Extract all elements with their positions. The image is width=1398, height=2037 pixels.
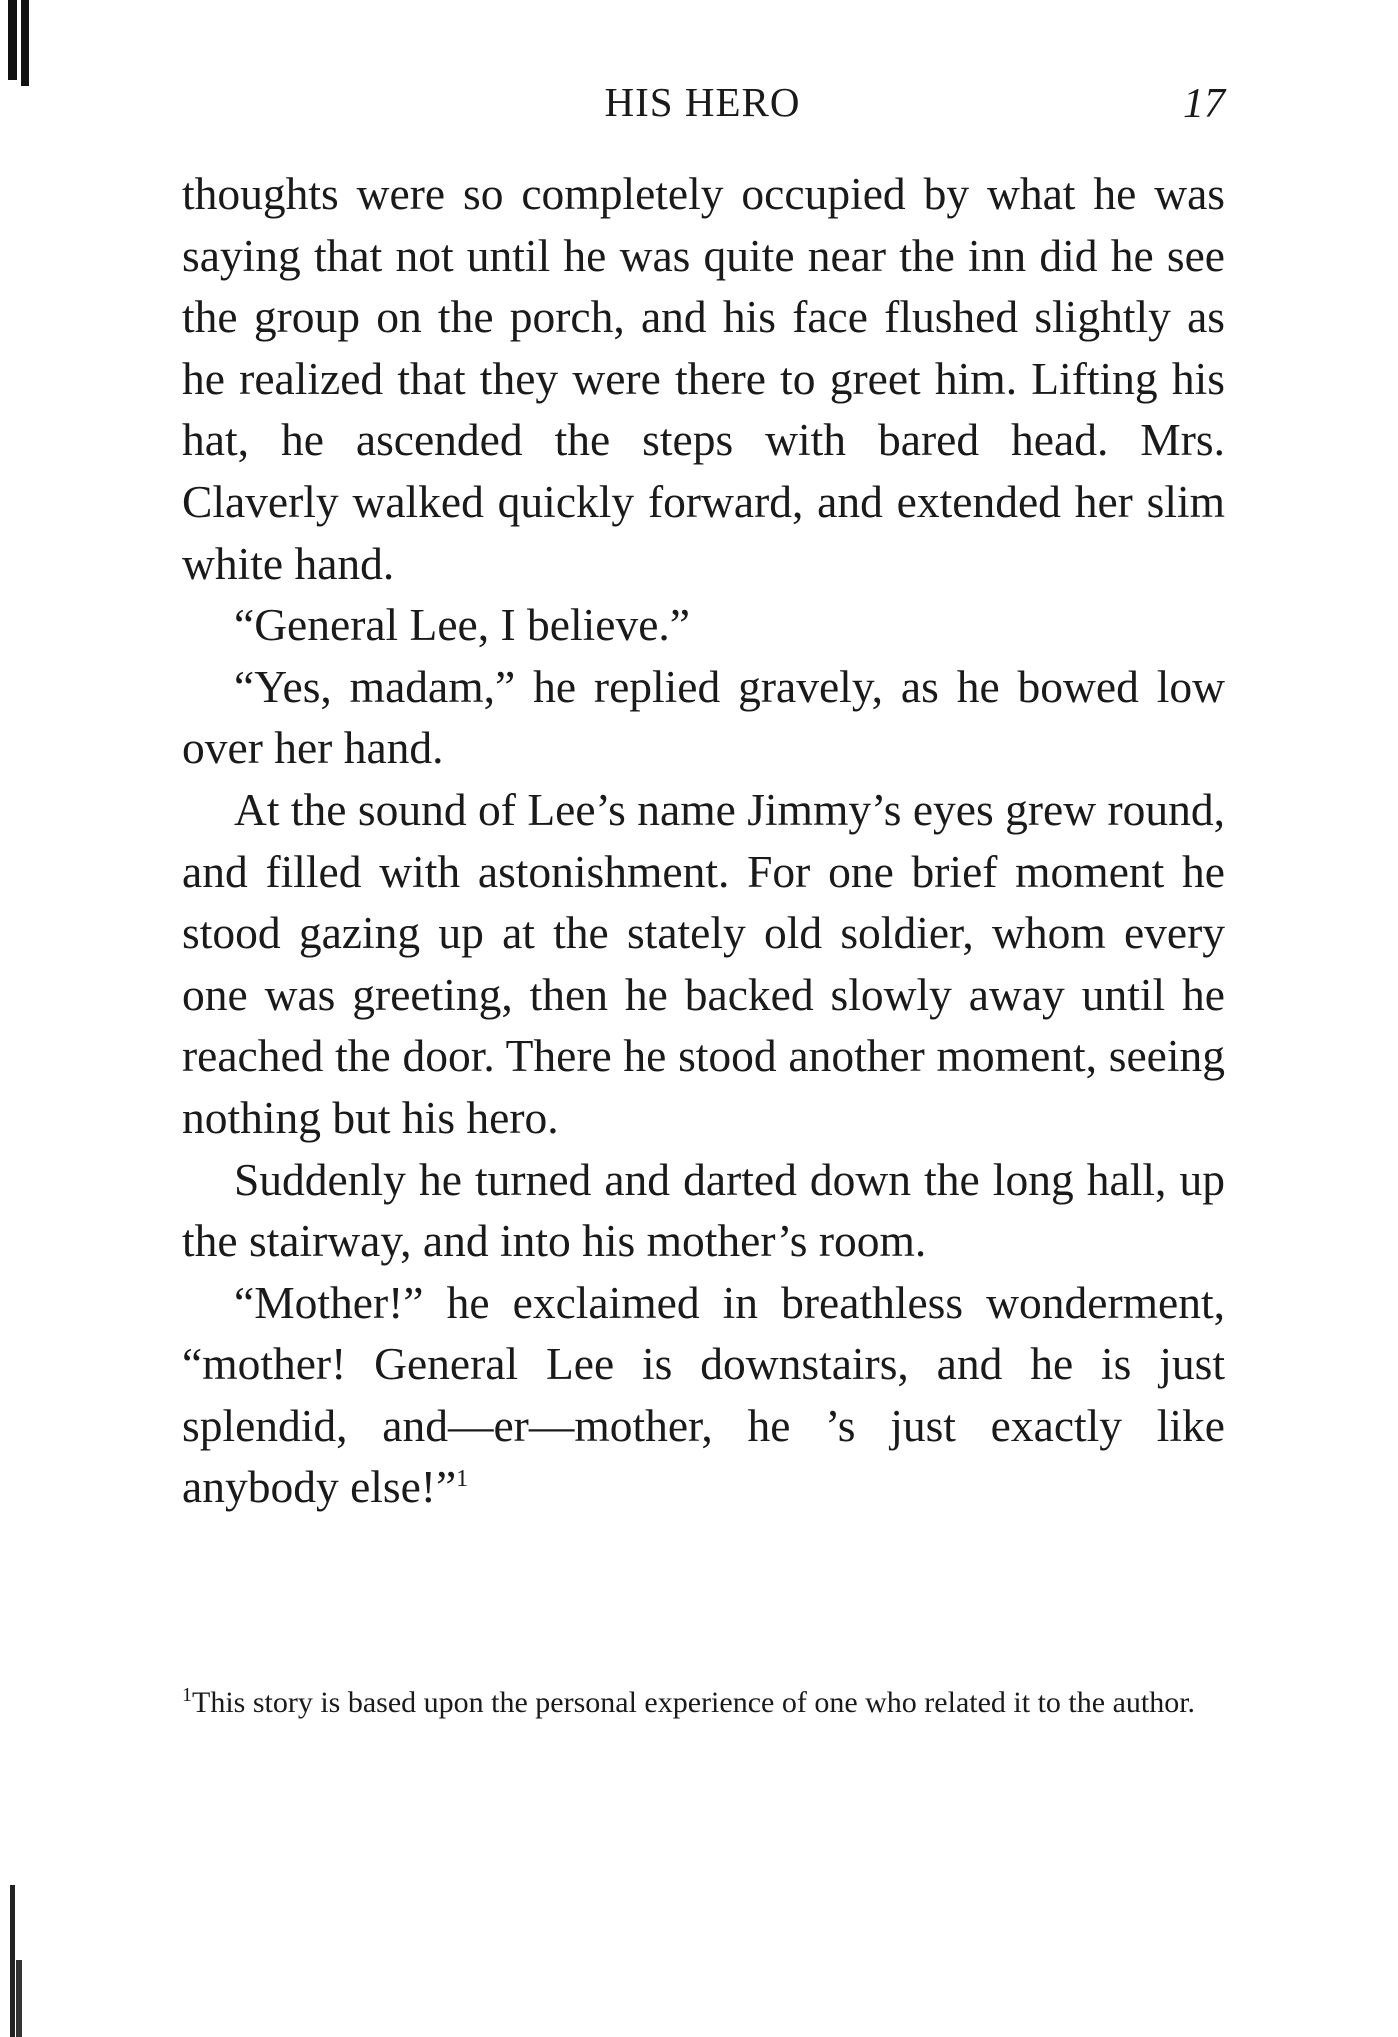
scan-edge-mark xyxy=(8,0,17,80)
scan-edge-mark xyxy=(10,1885,15,2037)
paragraph: thoughts were so completely occupied by what he was saying that not until he was quite near the inn did he see the group on the porch, and his face flushed slightly as he realized that they were there to greet him. Lifting his hat, he ascended the steps with bared head. Mrs. Claverly walked quickly forward, and extended her slim white hand. xyxy=(182,168,1225,589)
paragraph: Suddenly he turned and darted down the long hall, up the stairway, and into his mother’s room. xyxy=(182,1153,1225,1267)
running-title: HIS HERO xyxy=(604,79,801,125)
footnote-reference: 1 xyxy=(456,1466,469,1493)
paragraph-with-footnote xyxy=(182,1272,1225,1518)
footnote xyxy=(182,1683,1225,1723)
footnote-mark: 1 xyxy=(182,1684,192,1706)
paragraph: “Yes, madam,” he replied gravely, as he bowed low over her hand. xyxy=(182,660,1225,774)
footnote-text: This story is based upon the personal experience of one who related it to the author. xyxy=(192,1686,1196,1719)
running-head xyxy=(180,78,1225,138)
page-number: 17 xyxy=(1183,81,1225,127)
paragraph: At the sound of Lee’s name Jimmy’s eyes grew round, and filled with astonishment. For one brief moment he stood gazing up at the stately old soldier, whom every one was greeting, then he backed slowly away until he reached the door. There he stood another moment, seeing nothing but his hero. xyxy=(182,783,1225,1143)
paragraph: “General Lee, I believe.” xyxy=(234,599,690,651)
scan-edge-mark xyxy=(16,1960,22,2037)
scan-edge-mark xyxy=(21,0,29,86)
body-text xyxy=(182,163,1225,1518)
paragraph-text: “Mother!” he exclaimed in breathless wonderment, “mother! General Lee is downstairs, and he is just splendid, and—er—mother, he ’s just exactly like anybody else!” xyxy=(182,1276,1225,1513)
